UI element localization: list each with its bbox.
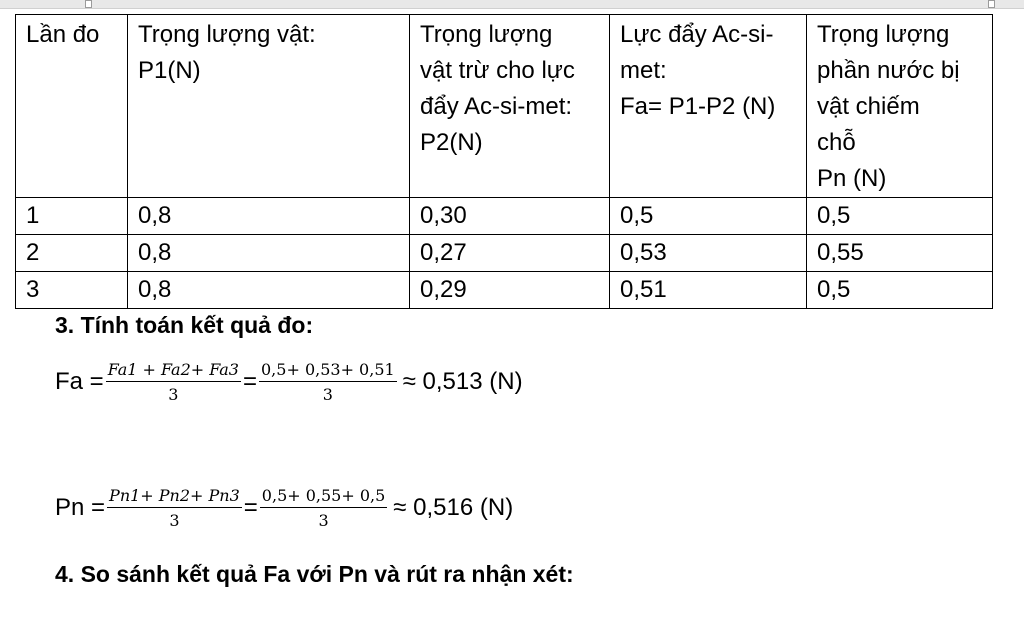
formula-pn	[55, 486, 517, 530]
table-cell: 1	[16, 198, 128, 235]
table-cell: 0,55	[807, 235, 993, 272]
ruler-marker-right[interactable]	[988, 0, 995, 8]
fraction-numerator: Fa1 + Fa2+ Fa3	[106, 360, 241, 382]
table-cell: 0,5	[807, 272, 993, 309]
table-cell: 0,8	[128, 272, 410, 309]
table-cell: 0,5	[610, 198, 807, 235]
formula-pn-result: ≈ 0,516 (N)	[393, 494, 514, 521]
fraction-numerator: 0,5+ 0,55+ 0,5	[260, 486, 388, 508]
ruler-marker-left[interactable]	[85, 0, 92, 8]
fraction-numerator: Pn1+ Pn2+ Pn3	[107, 486, 242, 508]
ruler-bar	[0, 0, 1024, 9]
formula-fa-numeric-fraction	[259, 360, 397, 404]
table-cell: 0,30	[410, 198, 610, 235]
table-header-row	[16, 15, 993, 198]
table-cell: 0,29	[410, 272, 610, 309]
table-row	[16, 235, 993, 272]
header-weight-minus-buoyancy: Trọng lượng vật trừ cho lực đẩy Ac-si-met: P2(N)	[410, 15, 610, 198]
formula-pn-numeric-fraction	[260, 486, 388, 530]
table-cell: 0,8	[128, 235, 410, 272]
table-cell: 0,27	[410, 235, 610, 272]
formula-fa-lhs: Fa =	[55, 368, 104, 395]
section-4-heading: 4. So sánh kết quả Fa với Pn và rút ra nhận xét:	[55, 561, 574, 587]
header-object-weight: Trọng lượng vật: P1(N)	[128, 15, 410, 198]
measurement-table	[15, 14, 993, 309]
fraction-denominator: 3	[318, 511, 329, 530]
fraction-numerator: 0,5+ 0,53+ 0,51	[259, 360, 397, 382]
table-cell: 0,51	[610, 272, 807, 309]
formula-pn-symbolic-fraction	[107, 486, 242, 530]
formula-fa-result: ≈ 0,513 (N)	[402, 368, 523, 395]
formula-pn-lhs: Pn =	[55, 494, 106, 521]
table-cell: 0,5	[807, 198, 993, 235]
table-cell: 0,53	[610, 235, 807, 272]
table-cell: 0,8	[128, 198, 410, 235]
header-displaced-water-weight: Trọng lượng phần nước bị vật chiếm chỗ Pn (N)	[807, 15, 993, 198]
formula-fa	[55, 360, 527, 404]
table-row	[16, 198, 993, 235]
fraction-denominator: 3	[168, 385, 179, 404]
equals-sign: =	[242, 368, 257, 395]
header-buoyant-force: Lực đẩy Ac-si- met: Fa= P1-P2 (N)	[610, 15, 807, 198]
formula-fa-symbolic-fraction	[106, 360, 241, 404]
header-measurement-no: Lần đo	[16, 15, 128, 198]
table-cell: 3	[16, 272, 128, 309]
fraction-denominator: 3	[322, 385, 333, 404]
section-3-heading: 3. Tính toán kết quả đo:	[55, 312, 314, 338]
equals-sign: =	[243, 494, 258, 521]
table-row	[16, 272, 993, 309]
fraction-denominator: 3	[169, 511, 180, 530]
table-cell: 2	[16, 235, 128, 272]
